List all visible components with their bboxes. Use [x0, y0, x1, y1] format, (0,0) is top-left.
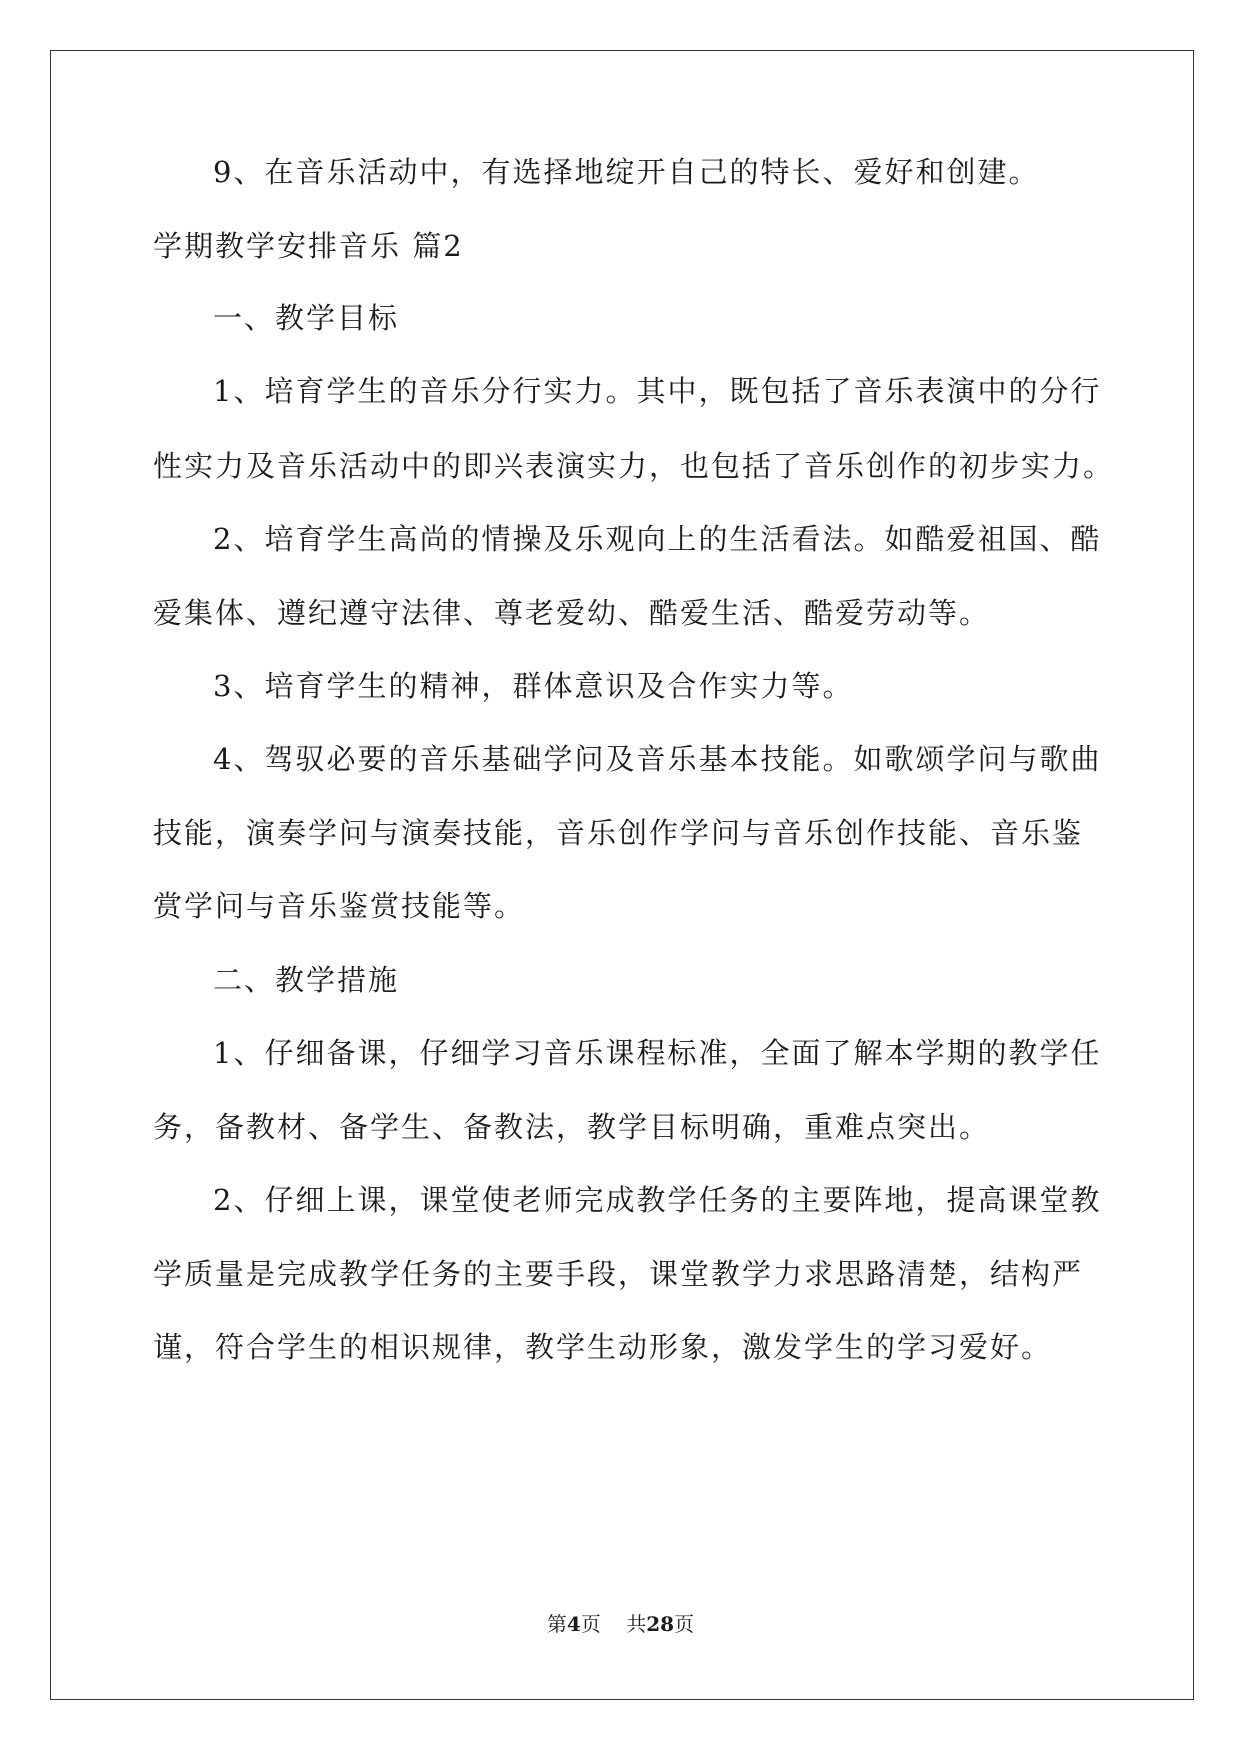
paragraph-line-11: 赏学问与音乐鉴赏技能等。: [153, 889, 526, 923]
paragraph-line-4: 1、培育学生的音乐分行实力。其中，既包括了音乐表演中的分行: [213, 374, 1102, 408]
paragraph-line-1: 9、在音乐活动中，有选择地绽开自己的特长、爱好和创建。: [213, 155, 1040, 189]
paragraph-line-9: 4、驾驭必要的音乐基础学问及音乐基本技能。如歌颂学问与歌曲: [213, 742, 1102, 776]
footer-total-pages: 28: [646, 1612, 675, 1636]
paragraph-line-14: 务，备教材、备学生、备教法，教学目标明确，重难点突出。: [153, 1110, 991, 1144]
paragraph-line-7: 爱集体、遵纪遵守法律、尊老爱幼、酷爱生活、酷爱劳动等。: [153, 596, 991, 630]
paragraph-line-13: 1、仔细备课，仔细学习音乐课程标准，全面了解本学期的教学任: [213, 1036, 1102, 1070]
footer-total-prefix: 共: [626, 1612, 647, 1636]
paragraph-line-6: 2、培育学生高尚的情操及乐观向上的生活看法。如酷爱祖国、酷: [213, 522, 1102, 556]
paragraph-line-16: 学质量是完成教学任务的主要手段，课堂教学力求思路清楚，结构严: [153, 1257, 1084, 1291]
page-footer: [0, 1611, 1241, 1637]
paragraph-line-15: 2、仔细上课，课堂使老师完成教学任务的主要阵地，提高课堂教: [213, 1183, 1102, 1217]
heading-teaching-measures: 二、教学措施: [213, 963, 400, 997]
paragraph-line-8: 3、培育学生的精神，群体意识及合作实力等。: [213, 669, 854, 703]
paragraph-line-10: 技能，演奏学问与演奏技能，音乐创作学问与音乐创作技能、音乐鉴: [153, 816, 1084, 850]
paragraph-line-5: 性实力及音乐活动中的即兴表演实力，也包括了音乐创作的初步实力。: [153, 449, 1115, 483]
footer-page-number: 4: [566, 1612, 581, 1636]
paragraph-line-17: 谨，符合学生的相识规律，教学生动形象，激发学生的学习爱好。: [153, 1330, 1053, 1364]
footer-total-suffix: 页: [674, 1612, 695, 1636]
footer-page-suffix: 页: [580, 1612, 601, 1636]
section-heading-2: 学期教学安排音乐 篇2: [153, 229, 464, 263]
footer-page-prefix: 第: [546, 1612, 567, 1636]
heading-teaching-goals: 一、教学目标: [213, 301, 400, 335]
